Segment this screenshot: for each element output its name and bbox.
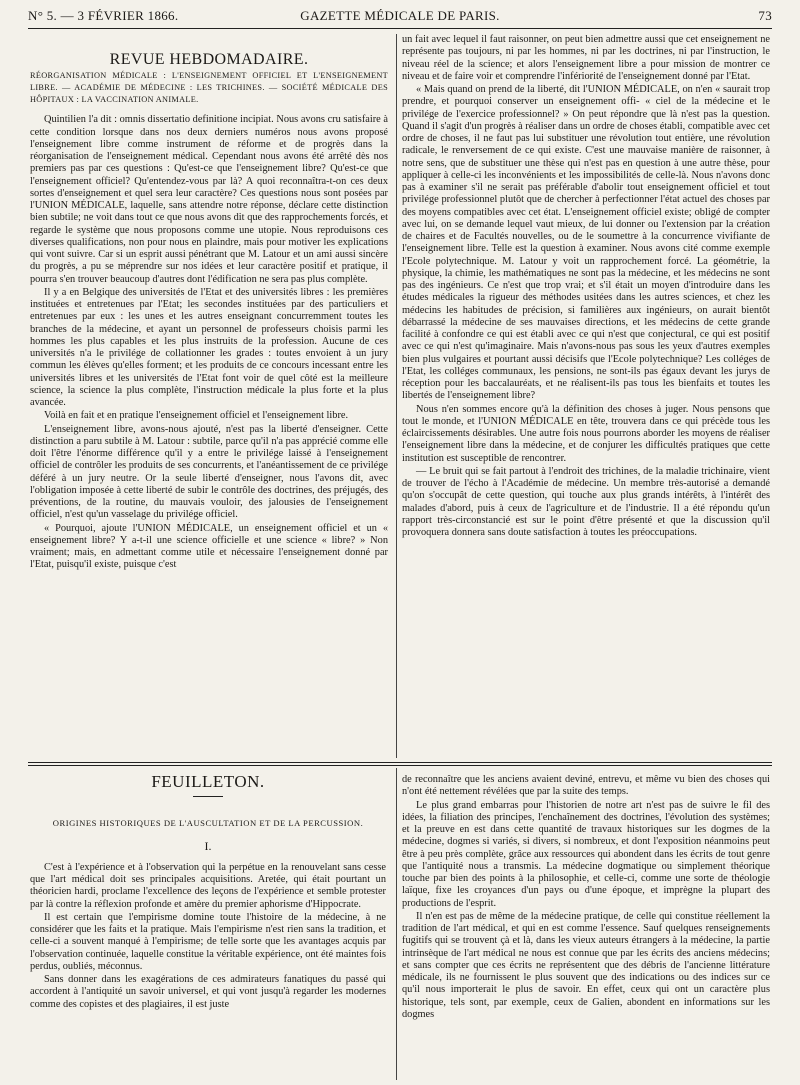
feuilleton-article-title: ORIGINES HISTORIQUES DE L'AUSCULTATION ET DE LA PERCUSSION. — [52, 818, 364, 829]
page-header — [28, 6, 772, 26]
feuilleton-rule-top-double — [28, 765, 772, 766]
feuilleton-short-rule — [193, 796, 223, 797]
revue-paragraph: Voilà en fait et en pratique l'enseignement officiel et l'enseignement libre. — [44, 410, 349, 422]
revue-right-column — [402, 34, 770, 756]
feuilleton-paragraph: Il est certain que l'empirisme domine toute l'histoire de la médecine, à ne considérer que les faits et la pratique. Mais l'empirisme n'est rien sans la tradition, et celle-ci a souvent manqué à l'empirisme; de telle sorte que les avantages acquis par l'observation continuée, laquelle constitue la véritable expérience, ont été maintes fois perdus, oubliés, méconnus. — [30, 911, 386, 972]
revue-paragraph: « Mais quand on prend de la liberté, dit l'UNION MÉDICALE, on n'en « saurait trop prendre, et pourquoi conserver un enseignement offi- « ciel de la médecine et le privilége de l'exercice professionnel? » On peut répondre que là n'est pas la question. Quand il s'agit d'un progrès à réaliser dans un ordre de choses établi, compatible avec cet ordre de choses, il ne faut pas lui substituer une révolution tout entière, une révolution radicale, le renversement de ce qui existe. C'est une mauvaise manière de raisonner, à notre sens, que de substituer une thèse qui n'est pas en question à une autre thèse, pour appliquer à celle-ci les inconvénients et les impossibilités de celle-là. Nous n'avons donc pas à examiner s'il ne serait pas préférable d'abolir tout enseignement officiel et tout privilége professionnel plutôt que de chercher à perfectionner l'état actuel des choses par des moyens compatibles avec cet état. L'enseignement officiel existe; obligé de compter avec lui, on se demande lequel vaut mieux, de lui donner ou l'extension par la création de chaires et de Facultés nouvelles, ou de le soumettre à la concurrence vivifiante de l'enseignement libre. Telle est la question à examiner. Nous avons cité comme exemple l'Ecole polytechnique. M. Latour y voit un rapprochement forcé. La géométrie, la physique, la chimie, les mathématiques ne sont pas la médecine, et les médecins ne sont pas des ingénieurs. Ce n'est que trop vrai; et s'il était un moyen d'introduire dans les études médicales la rigueur des méthodes usitées dans les autres sciences, et chez les médecins les habitudes de précision, si familières aux ingénieurs, on aurait bientôt débarrassé la médecine de ses mauvaises directions, et les médecins de cette grande facilité à confondre ce qui est établi avec ce qui n'est que conjectural, ce qui est positif avec ce qui n'est qu'imaginaire. Mais n'avons-nous pas sous les yeux d'autres exemples bien plus vulgaires et pourtant aussi décisifs que l'Ecole polytechnique? Les colléges de l'Etat, les colléges communaux, les pensions, ne sont-ils pas égaux devant les jurys de réception pour les baccalauréats, et ne réalisent-ils pas tous les bienfaits et toutes les libertés de l'enseignement libre? — [402, 84, 770, 402]
revue-paragraph: Il y a en Belgique des universités de l'Etat et des universités libres : les premières instituées et entretenues par l'Etat; les secondes instituées par des particuliers et entretenues par eux : les unes et les autres enseignant concurremment toutes les branches de la médecine, et ayant un personnel de professeurs choisis parmi les hommes les plus capables et les plus instruits de la profession. Aucune de ces universités n'a le privilége de collationner les grades : toutes envoient à un jury commun les élèves qu'elles forment; et les produits de ce concours incessant entre les universités libres et les universités de l'Etat font voir de quel côté est la meilleure science, la science la plus complète, l'instruction médicale la plus forte et la plus avancée. — [30, 286, 388, 408]
header-rule — [28, 28, 772, 29]
revue-paragraph: Nous n'en sommes encore qu'à la définition des choses à juger. Nous pensons que tout le monde, et l'UNION MÉDICALE en tête, trouvera dans ce qui précède tous les éclaircissements désirables. Une autre fois nous pourrons aborder les moyens de réaliser l'enseignement libre dans la médecine, et de conjurer les difficultés pratiques que cette institution est susceptible de rencontrer. — [402, 403, 770, 464]
column-divider — [396, 34, 397, 758]
feuilleton-paragraph: de reconnaître que les anciens avaient deviné, entrevu, et même vu bien des choses qui n'ont été nettement révélées que par la suite des temps. — [402, 774, 770, 798]
revue-paragraph: « Pourquoi, ajoute l'UNION MÉDICALE, un enseignement officiel et un « enseignement libre? Y a-t-il une science officielle et une science « libre? » Non vraiment; mais, en admettant comme utile et nécessaire l'enseignement donné par l'Etat, puisqu'il existe, puisque c'est — [30, 522, 388, 571]
feuilleton-left-column — [30, 772, 386, 1078]
issue-date: N° 5. — 3 FÉVRIER 1866. — [28, 8, 179, 23]
feuilleton-right-column — [402, 774, 770, 1078]
feuilleton-column-divider — [396, 768, 397, 1080]
journal-title: GAZETTE MÉDICALE DE PARIS. — [300, 8, 500, 23]
feuilleton-paragraph: Il n'en est pas de même de la médecine pratique, de celle qui constitue réellement la tradition de l'art médical, et qui en est comme l'essence. Sauf quelques renseignements fugitifs qui se trouvent çà et là, dans les vieux auteurs étrangers à la médecine, la partie intrinsèque de l'art médical ne nous est connue que par les écrits des anciens médecins; et sans compter que ces écrits ne représentent que des débris de l'ancienne littérature médicale, ils ne fournissent le plus souvent que des indications ou des indices sur ce qu'il nous importerait le plus de savoir. En effet, ceux qui ont un caractère plus historique, tels sont, par exemple, ceux de Galien, abondent en informations sur les dogmes — [402, 910, 770, 1020]
feuilleton-paragraph: C'est à l'expérience et à l'observation qui la perpétue en la renouvelant sans cesse que l'art médical doit ses principales acquisitions. Aretée, qui était pourtant un théoricien hardi, proclame l'excellence des leçons de l'expérience et semble protester par là contre la réflexion profonde et amère du premier aphorisme d'Hippocrate. — [30, 861, 386, 910]
revue-title: REVUE HEBDOMADAIRE. — [109, 51, 309, 68]
revue-paragraph: — Le bruit qui se fait partout à l'endroit des trichines, de la maladie trichinaire, vient de trouver de l'écho à l'Académie de médecine. Un membre très-autorisé a demandé qu'on s'occupât de cette question, qui touche aux plus grands intérêts, à l'intérêt des malades d'abord, puis à ceux de l'agriculture et de l'industrie. Il a été répondu qu'un rapport très-circonstancié est sur le point d'être présenté et que la discussion qu'il provoquera donnera sans doute satisfaction à toutes les préoccupations. — [402, 465, 770, 538]
revue-left-column — [30, 50, 388, 756]
revue-paragraph: L'enseignement libre, avons-nous ajouté, n'est pas la liberté d'enseigner. Cette distinction a paru subtile à M. Latour : subtile, parce qu'il n'a pas apprécié comme elle doit l'être l'énorme différence qu'il y a entre le privilége laissé à l'enseignement officiel de contrôler les produits de ses concurrents, et l'anéantissement de ce privilége déféré à un jury neutre. Or la seule liberté d'enseigner, nous l'avons dit, avec l'obligation imposée à cette liberté de subir le contrôle des doctrines, des préjugés, des préventions, de la routine, du mauvais vouloir, des jalousies de l'enseignement officiel, n'est qu'un vasselage du privilége officiel. — [30, 423, 388, 521]
revue-paragraph: Quintilien l'a dit : omnis dissertatio definitione incipiat. Nous avons cru satisfaire à cette condition lorsque dans nos deux derniers numéros nous avons proposé l'enseignement libre comme instrument de réforme et de progrès dans la réorganisation de l'enseignement médical. Cependant nous avons été arrêté dès nos premiers pas par ces questions : Qu'est-ce que l'enseignement libre? Qu'est-ce que l'enseignement officiel? Qu'entendez-vous par là? A quoi reconnaîtra-t-on ces deux sortes d'enseignement et quel sera leur caractère? Ces questions nous sont posées par l'UNION MÉDICALE, laquelle, sans attendre notre réponse, déclare cette distinction bien subtile; ne voit dans tout ce que nous avons dit que des rapprochements forcés, et regarde le système que nous proposons comme une utopie. Nous reproduisons ces diverses qualifications, non pour nous en plaindre, mais pour motiver les explications qui vont suivre. Car si un esprit aussi pénétrant que M. Latour et un ami aussi sincère du progrès, a pu se méprendre sur nos idées et leur caractère positif et pratique, il pourra s'en trouver beaucoup d'autres dont l'édification ne sera pas plus complète. — [30, 114, 388, 285]
feuilleton-paragraph: Sans donner dans les exagérations de ces admirateurs fanatiques du passé qui accordent à l'antiquité un savoir universel, et qui vont jusqu'à regarder les modernes comme des copistes et des plagiaires, il est juste — [30, 974, 386, 1010]
section-number: I. — [204, 838, 212, 853]
feuilleton-title: FEUILLETON. — [151, 772, 265, 791]
feuilleton-paragraph: Le plus grand embarras pour l'historien de notre art n'est pas de suivre le fil des idées, la filiation des principes, l'enchaînement des doctrines, l'évolution des systèmes; et la preuve en est dans cette quantité de travaux historiques sur les dogmes de la médecine, dogmes si variés, si divers, si nombreux, et dont l'exposition néanmoins peut être à peu près complète, grâce aux ressources qui abondent dans les écrits de tout genre que l'antiquité nous a transmis. La médecine dogmatique ou simplement théorique touche par bien des points à la philosophie, et celle-ci, comme une sorte de théologie laïque, fixe les croyances d'un pays ou d'une époque, et imprègne la plupart des productions de l'esprit. — [402, 799, 770, 909]
page-number: 73 — [758, 8, 772, 23]
revue-subtitle: RÉORGANISATION MÉDICALE : L'ENSEIGNEMENT OFFICIEL ET L'ENSEIGNEMENT LIBRE. — ACADÉMIE DE MÉDECINE : LES TRICHINES. — SOCIÉTÉ MÉDICALE DES HÔPITAUX : LA VACCINATION ANIMALE. — [30, 71, 388, 105]
feuilleton-rule-top — [28, 762, 772, 763]
revue-paragraph: un fait avec lequel il faut raisonner, on peut bien admettre aussi que cet enseignement ne représente pas toujours, ni par les hommes, ni par les doctrines, ni par l'instruction, le niveau réel de la science; et alors l'enseignement libre a pour mission de montrer ce niveau et de faire voir et comprendre l'infériorité de l'enseignement donné par l'Etat. — [402, 34, 770, 82]
